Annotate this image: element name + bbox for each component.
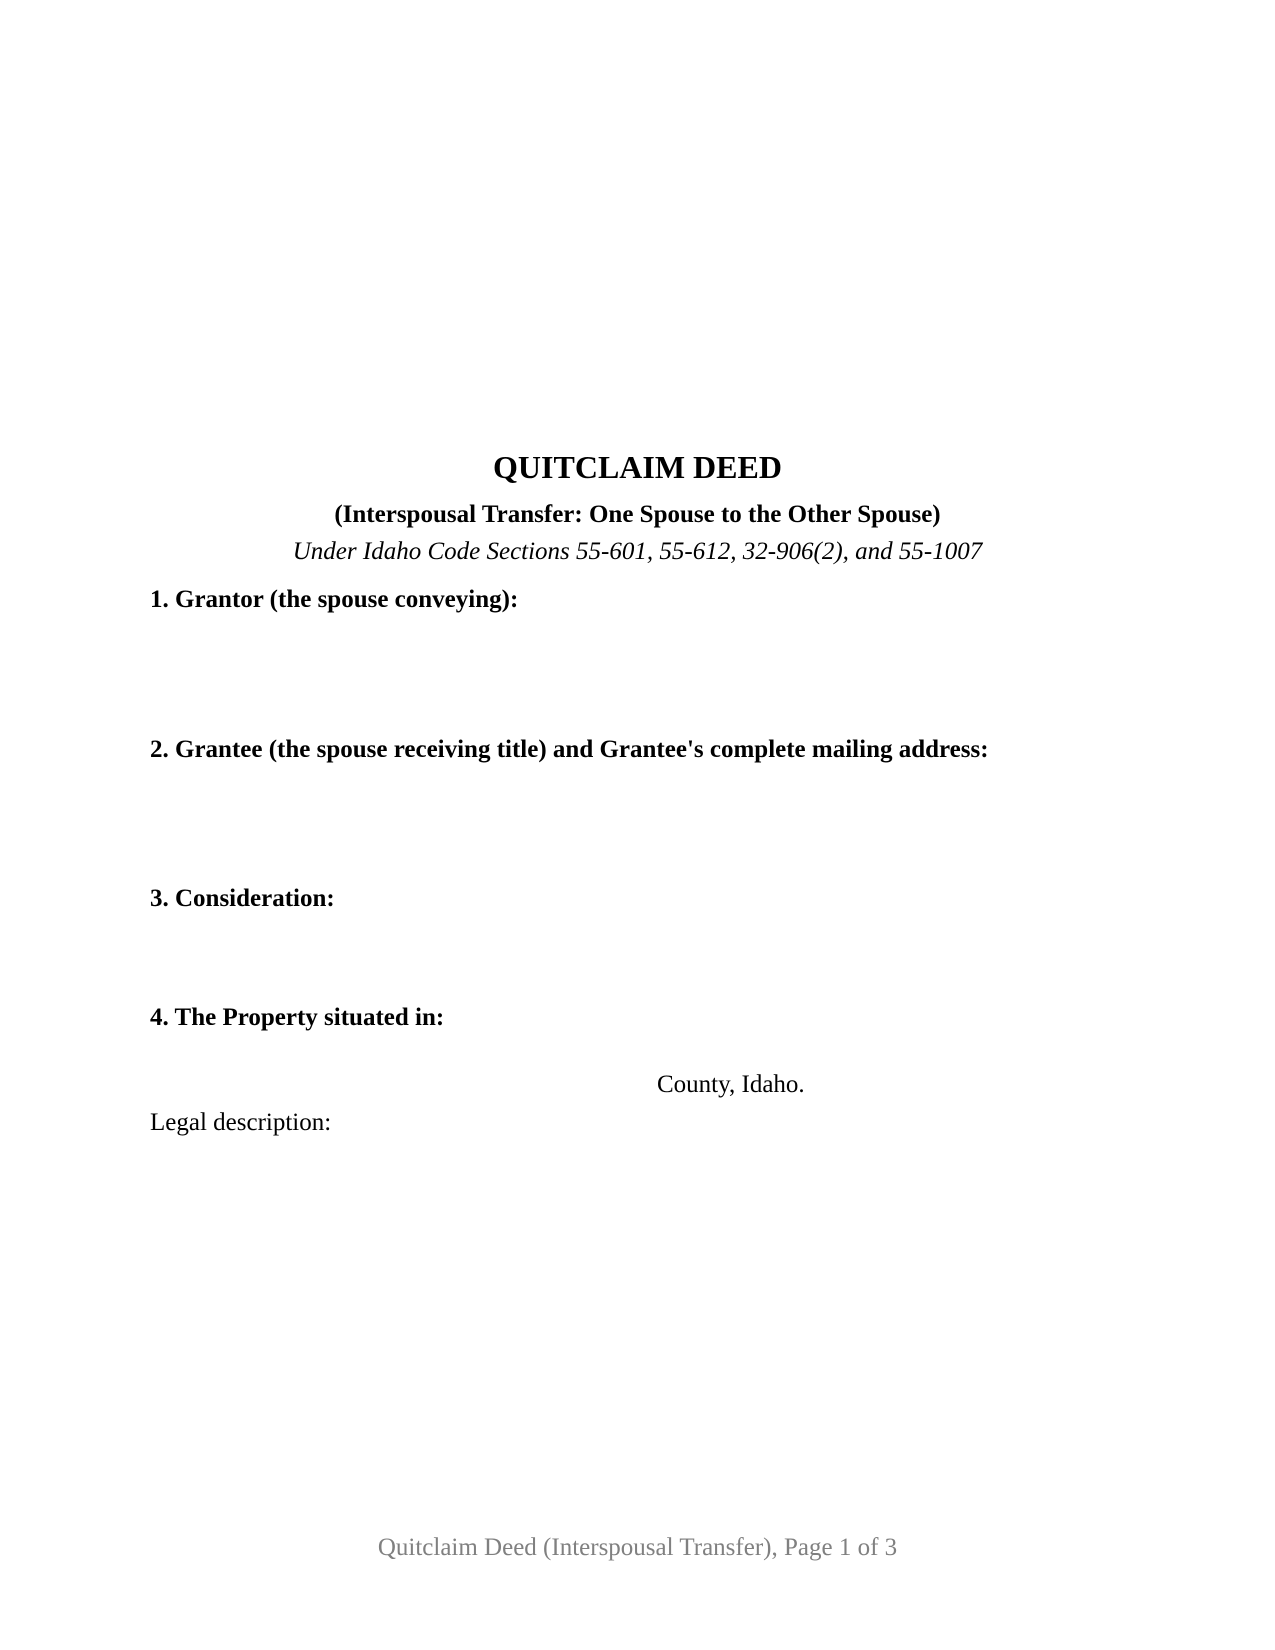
property-heading: 4. The Property situated in:: [150, 1004, 445, 1031]
consideration-heading: 3. Consideration:: [150, 885, 335, 912]
grantee-heading: 2. Grantee (the spouse receiving title) and Grantee's complete mailing address:: [150, 736, 989, 763]
grantor-heading: 1. Grantor (the spouse conveying):: [150, 586, 519, 613]
statute-reference: Under Idaho Code Sections 55-601, 55-612, 32-906(2), and 55-1007: [292, 538, 983, 565]
legal-description-label: Legal description:: [150, 1109, 332, 1136]
document-subtitle: (Interspousal Transfer: One Spouse to the Other Spouse): [334, 501, 941, 528]
county-text: County, Idaho.: [657, 1071, 805, 1098]
page-footer: Quitclaim Deed (Interspousal Transfer), Page 1 of 3: [377, 1534, 898, 1561]
document-title: QUITCLAIM DEED: [493, 449, 782, 485]
